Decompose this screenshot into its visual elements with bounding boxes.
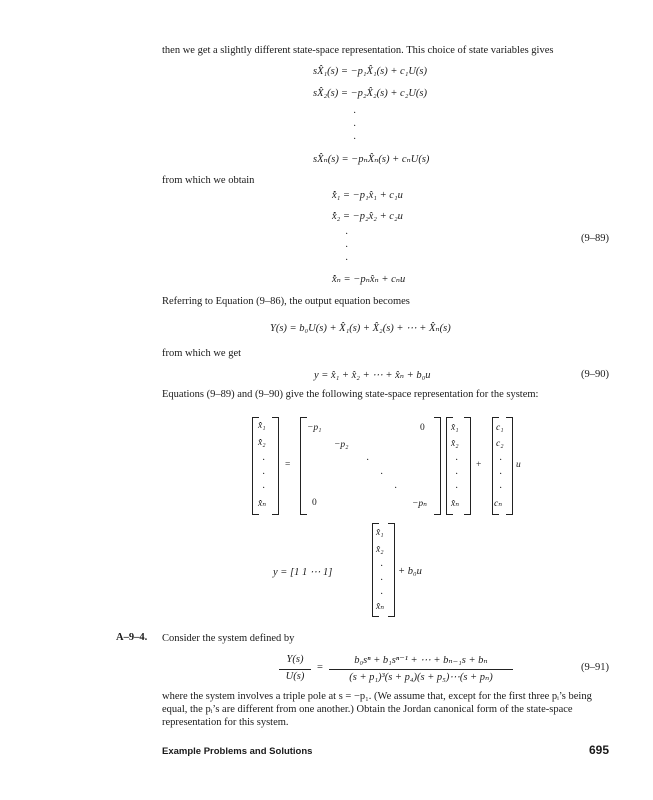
a-zero-bottom: 0 — [312, 498, 317, 508]
vdots-1a: · — [353, 108, 357, 119]
matrix-u: u — [516, 460, 521, 470]
a-diag-dot-1: · — [366, 455, 370, 466]
vdots-2c: · — [345, 255, 349, 266]
tf-fraction-bar — [329, 669, 513, 670]
c-dot-3: · — [499, 483, 503, 494]
vdots-1b: · — [353, 121, 357, 132]
c-entry-n: cₙ — [494, 499, 503, 509]
problem-label: A–9–4. — [116, 632, 148, 643]
x-right-bracket — [464, 417, 471, 515]
c-entry-1: c₁ — [496, 423, 504, 433]
equation-number-9-89: (9–89) — [581, 233, 609, 244]
from-which-obtain: from which we obtain — [162, 175, 255, 186]
footer-section-title: Example Problems and Solutions — [162, 746, 313, 757]
y-vec-dot-2: · — [380, 575, 384, 586]
a-left-bracket — [300, 417, 307, 515]
equation-number-9-90: (9–90) — [581, 369, 609, 380]
x-dot-2: · — [455, 469, 459, 480]
output-eq-t: y = x̂₁ + x̂₂ + ⋯ + x̂ₙ + b₀u — [314, 370, 431, 381]
lhs-entry-1: x̂̇₁ — [258, 421, 266, 431]
state-eq-s-n: sX̂ₙ(s) = −pₙX̂ₙ(s) + cₙU(s) — [313, 154, 430, 165]
state-eq-s-1: sX̂₁(s) = −p₁X̂₁(s) + c₁U(s) — [313, 66, 428, 77]
vdots-2b: · — [345, 242, 349, 253]
lhs-entry-n: x̂̇ₙ — [258, 499, 267, 509]
c-dot-2: · — [499, 469, 503, 480]
output-eq-s: Y(s) = b₀U(s) + X̂₁(s) + X̂₂(s) + ⋯ + X̂ₙ(s) — [270, 323, 451, 334]
state-eq-s-2: sX̂₂(s) = −p₂X̂₂(s) + c₂U(s) — [313, 88, 428, 99]
from-which-get: from which we get — [162, 348, 242, 359]
tf-lhs-denominator: U(s) — [285, 671, 305, 682]
state-eq-t-1: x̂̇₁ = −p₁x̂₁ + c₁u — [332, 190, 403, 201]
x-entry-2: x̂₂ — [451, 439, 459, 449]
c-dot-1: · — [499, 455, 503, 466]
lhs-dot-2: · — [262, 469, 266, 480]
vdots-2a: · — [345, 229, 349, 240]
y-vec-entry-n: x̂ₙ — [376, 602, 385, 612]
a-diag-dot-2: · — [380, 469, 384, 480]
x-dot-3: · — [455, 483, 459, 494]
problem-text: Consider the system defined by — [162, 633, 295, 644]
tf-denominator: (s + p₁)³(s + p₄)(s + p₅)⋯(s + pₙ) — [349, 672, 493, 683]
y-vec-right-bracket — [388, 523, 395, 617]
x-entry-1: x̂₁ — [451, 423, 459, 433]
a-right-bracket — [434, 417, 441, 515]
y-vec-entry-2: x̂₂ — [376, 545, 384, 555]
referring-text: Referring to Equation (9–86), the output equation becomes — [162, 296, 410, 307]
y-vec-dot-3: · — [380, 589, 384, 600]
lhs-dot-3: · — [262, 483, 266, 494]
output-row-vector: y = [1 1 ⋯ 1] — [273, 567, 333, 578]
problem-body: where the system involves a triple pole at s = −p₁. (We assume that, except for the first three pᵢ’s being equal, the pᵢ’s are different from one another.) Obtain the Jordan canonical form of the state-space representation for this system. — [162, 691, 592, 728]
y-vec-dot-1: · — [380, 561, 384, 572]
vdots-1c: · — [353, 134, 357, 145]
tf-lhs-fraction-bar — [279, 669, 311, 670]
page-number: 695 — [588, 743, 609, 757]
intro-text: then we get a slightly different state-space representation. This choice of state variables gives — [162, 45, 554, 56]
state-eq-t-n: x̂̇ₙ = −pₙx̂ₙ + cₙu — [332, 274, 406, 285]
equation-number-9-91: (9–91) — [581, 662, 609, 673]
tf-equals: = — [317, 662, 323, 673]
x-entry-n: x̂ₙ — [451, 499, 460, 509]
lhs-right-bracket — [272, 417, 279, 515]
a-zero-top: 0 — [420, 423, 425, 433]
lhs-entry-2: x̂̇₂ — [258, 438, 266, 448]
matrix-equals: = — [285, 460, 291, 470]
c-entry-2: c₂ — [496, 439, 504, 449]
output-feedthrough: + b₀u — [398, 566, 422, 577]
lhs-dot-1: · — [262, 455, 266, 466]
tf-lhs-numerator: Y(s) — [286, 654, 304, 665]
a-diag-n: −pₙ — [412, 499, 428, 509]
a-diag-dot-3: · — [394, 483, 398, 494]
a-diag-1: −p₁ — [307, 423, 322, 433]
tf-numerator: b₀sⁿ + b₁sⁿ⁻¹ + ⋯ + bₙ₋₁s + bₙ — [354, 655, 488, 666]
c-right-bracket — [506, 417, 513, 515]
y-vec-entry-1: x̂₁ — [376, 528, 384, 538]
x-dot-1: · — [455, 455, 459, 466]
state-eq-t-2: x̂̇₂ = −p₂x̂₂ + c₂u — [332, 211, 403, 222]
a-diag-2: −p₂ — [334, 440, 349, 450]
equations-text: Equations (9–89) and (9–90) give the following state-space representation for the system: — [162, 389, 539, 400]
matrix-plus: + — [476, 460, 482, 470]
